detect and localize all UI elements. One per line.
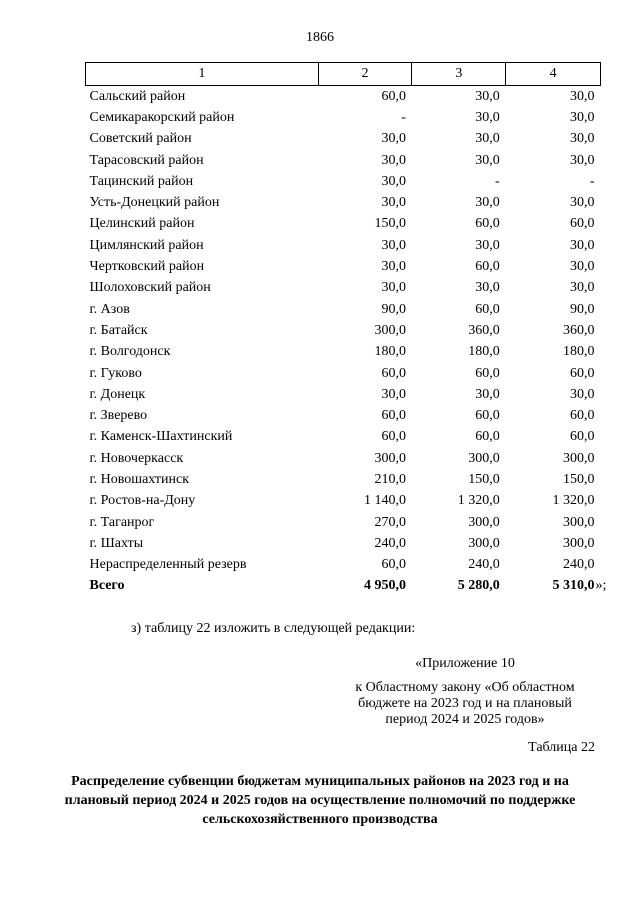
municipality-name: г. Гуково <box>89 365 142 381</box>
appendix-title: «Приложение 10 <box>415 656 515 671</box>
subvention-value: 300,0 <box>563 450 595 466</box>
subvention-value: 60,0 <box>381 429 406 445</box>
subvention-value: 30,0 <box>381 152 406 168</box>
municipality-name: г. Ростов-на-Дону <box>89 493 196 509</box>
subvention-value: 30,0 <box>381 259 406 275</box>
subvention-value: 300,0 <box>468 514 500 530</box>
amendment-instruction: з) таблицу 22 изложить в следующей редакции: <box>131 621 416 636</box>
municipality-name: Шолоховский район <box>89 280 211 296</box>
subvention-value: 150,0 <box>468 471 500 487</box>
subvention-value: 150,0 <box>563 471 595 487</box>
subvention-value: 150,0 <box>374 216 406 232</box>
table-row <box>86 512 601 533</box>
subvention-value: 300,0 <box>563 514 595 530</box>
subvention-value: 240,0 <box>468 557 500 573</box>
subvention-value: 210,0 <box>374 471 406 487</box>
subvention-value: 180,0 <box>468 344 500 360</box>
subvention-value: 60,0 <box>381 365 406 381</box>
municipality-name: г. Каменск-Шахтинский <box>89 429 233 445</box>
subvention-value: 30,0 <box>570 195 595 211</box>
table-row <box>86 555 601 576</box>
subvention-value: 300,0 <box>468 535 500 551</box>
subvention-value: 1 140,0 <box>363 493 406 509</box>
table-row <box>86 214 601 235</box>
subvention-value: 180,0 <box>374 344 406 360</box>
municipality-name: Тацинский район <box>89 173 194 189</box>
table-row <box>86 427 601 448</box>
municipality-name: Цимлянский район <box>89 237 204 253</box>
total-label: Всего <box>89 578 125 594</box>
subvention-value: 30,0 <box>570 386 595 402</box>
municipality-name: Усть-Донецкий район <box>89 195 220 211</box>
table-row <box>86 405 601 426</box>
table-row <box>86 448 601 469</box>
subvention-value: 270,0 <box>374 514 406 530</box>
municipality-name: Сальский район <box>89 88 186 104</box>
table-heading: Распределение субвенции бюджетам муниципальных районов на 2023 год и на плановый период 2024 и 2025 годов на осуществление полномочий по поддержке сельскохозяйственного производства <box>64 774 576 827</box>
subvention-value: 300,0 <box>468 450 500 466</box>
municipality-name: г. Азов <box>89 301 130 317</box>
table-row <box>86 86 601 108</box>
subvention-value: 60,0 <box>570 429 595 445</box>
municipality-name: г. Новошахтинск <box>89 471 190 487</box>
column-header-1: 1 <box>86 63 319 86</box>
subvention-value: 90,0 <box>570 301 595 317</box>
subvention-value: 30,0 <box>381 173 406 189</box>
table-row <box>86 342 601 363</box>
subvention-value: 60,0 <box>381 88 406 104</box>
subvention-value: 240,0 <box>563 557 595 573</box>
subvention-value: 60,0 <box>381 408 406 424</box>
table-row <box>86 278 601 299</box>
table-row <box>86 299 601 320</box>
subvention-value: 30,0 <box>570 152 595 168</box>
subvention-value: 30,0 <box>381 280 406 296</box>
table-row <box>86 150 601 171</box>
subvention-value: 60,0 <box>475 259 500 275</box>
subvention-value: 60,0 <box>475 301 500 317</box>
subvention-value: 60,0 <box>475 365 500 381</box>
municipality-name: г. Донецк <box>89 386 146 402</box>
subvention-value: 90,0 <box>381 301 406 317</box>
subvention-value: 300,0 <box>563 535 595 551</box>
subvention-value: 240,0 <box>374 535 406 551</box>
column-header-2: 2 <box>318 63 412 86</box>
municipality-name: г. Новочеркасск <box>89 450 184 466</box>
subvention-value: 30,0 <box>475 237 500 253</box>
appendix-reference: к Областному закону «Об областном бюджете на 2023 год и на плановый период 2024 и 2025 годов» <box>355 680 575 727</box>
municipality-name: Чертковский район <box>89 259 205 275</box>
subvention-value: 60,0 <box>475 216 500 232</box>
table-row <box>86 384 601 405</box>
subvention-value: 30,0 <box>570 131 595 147</box>
municipality-name: г. Таганрог <box>89 514 155 530</box>
subvention-value: 60,0 <box>475 429 500 445</box>
subvention-value: 30,0 <box>475 109 500 125</box>
subvention-value: 30,0 <box>570 259 595 275</box>
subvention-value: 60,0 <box>570 408 595 424</box>
subvention-value: 30,0 <box>381 237 406 253</box>
total-value-2023: 4 950,0 <box>363 578 406 594</box>
total-row <box>86 576 601 597</box>
table-row <box>86 320 601 341</box>
subvention-value: 30,0 <box>570 237 595 253</box>
total-value-2025 <box>506 576 607 597</box>
column-header-3: 3 <box>412 63 506 86</box>
table-body <box>86 86 601 576</box>
subvention-value: - <box>589 173 595 189</box>
subvention-value: 30,0 <box>475 152 500 168</box>
total-value-2024: 5 280,0 <box>457 578 500 594</box>
subvention-value: 30,0 <box>381 386 406 402</box>
table-row <box>86 491 601 512</box>
subvention-value: 1 320,0 <box>552 493 595 509</box>
subvention-value: 360,0 <box>563 322 595 338</box>
subvention-value: 180,0 <box>563 344 595 360</box>
table-row <box>86 469 601 490</box>
table-row <box>86 256 601 277</box>
municipality-name: Семикаракорский район <box>89 109 235 125</box>
subvention-value: 60,0 <box>570 216 595 232</box>
municipality-name: г. Шахты <box>89 535 144 551</box>
total-value-2025-text: 5 310,0 <box>552 578 595 594</box>
subvention-value: - <box>401 109 406 125</box>
municipality-name: г. Волгодонск <box>89 344 171 360</box>
table-row <box>86 363 601 384</box>
table-row <box>86 129 601 150</box>
subvention-value: 30,0 <box>381 131 406 147</box>
subvention-value: 60,0 <box>570 365 595 381</box>
municipality-name: Нераспределенный резерв <box>89 557 247 573</box>
subvention-table <box>85 62 607 597</box>
subvention-value: 30,0 <box>475 88 500 104</box>
subvention-value: 30,0 <box>381 195 406 211</box>
closing-quote-mark: »; <box>595 578 607 594</box>
municipality-name: Советский район <box>89 131 192 147</box>
table-row <box>86 235 601 256</box>
subvention-value: 30,0 <box>570 88 595 104</box>
subvention-value: 30,0 <box>570 280 595 296</box>
municipality-name: Тарасовский район <box>89 152 204 168</box>
table-label: Таблица 22 <box>528 740 595 755</box>
table-row <box>86 192 601 213</box>
subvention-value: 30,0 <box>475 280 500 296</box>
table-row <box>86 533 601 554</box>
subvention-value: 30,0 <box>570 109 595 125</box>
subvention-value: 60,0 <box>381 557 406 573</box>
subvention-value: 300,0 <box>374 450 406 466</box>
subvention-value: 360,0 <box>468 322 500 338</box>
table-header-row <box>86 63 601 86</box>
subvention-value: 300,0 <box>374 322 406 338</box>
table-row <box>86 171 601 192</box>
subvention-value: 60,0 <box>475 408 500 424</box>
column-header-4: 4 <box>506 63 601 86</box>
municipality-name: Целинский район <box>89 216 195 232</box>
subvention-value: - <box>495 173 500 189</box>
subvention-value: 30,0 <box>475 195 500 211</box>
subvention-value: 30,0 <box>475 131 500 147</box>
subvention-value: 30,0 <box>475 386 500 402</box>
municipality-name: г. Зверево <box>89 408 148 424</box>
page-number: 1866 <box>306 30 334 45</box>
table-row <box>86 107 601 128</box>
municipality-name: г. Батайск <box>89 322 148 338</box>
subvention-value: 1 320,0 <box>457 493 500 509</box>
